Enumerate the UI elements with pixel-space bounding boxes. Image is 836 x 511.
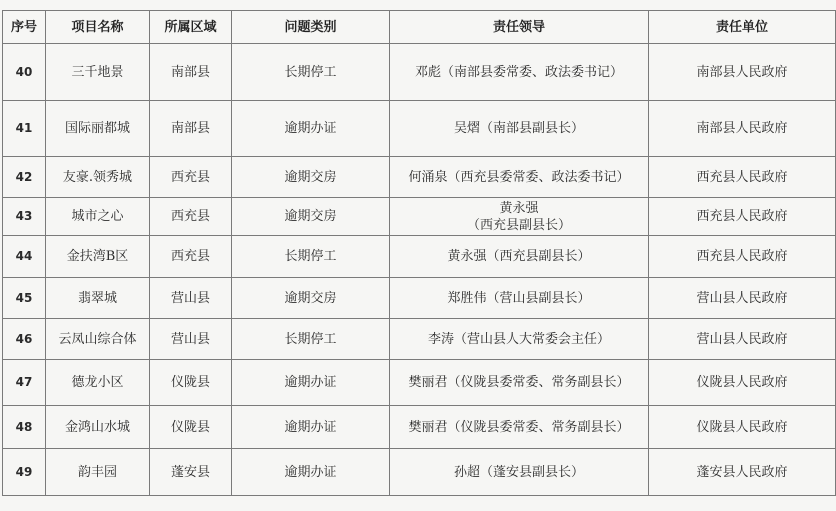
row-unit: 西充县人民政府 <box>649 198 836 236</box>
table-row <box>3 101 836 157</box>
row-project: 城市之心 <box>46 198 150 236</box>
row-leader-title: （西充县副县长） <box>466 217 571 233</box>
table-row <box>3 449 836 496</box>
row-no: 44 <box>3 236 46 278</box>
table-header-row <box>3 11 836 44</box>
row-area: 西充县 <box>150 236 232 278</box>
row-unit: 南部县人民政府 <box>649 101 836 157</box>
row-no: 41 <box>3 101 46 157</box>
row-unit: 营山县人民政府 <box>649 319 836 360</box>
row-area: 蓬安县 <box>150 449 232 496</box>
row-no: 46 <box>3 319 46 360</box>
row-project: 韵丰园 <box>46 449 150 496</box>
row-area: 西充县 <box>150 157 232 198</box>
row-project: 金鸿山水城 <box>46 406 150 449</box>
row-no: 40 <box>3 44 46 101</box>
row-no: 47 <box>3 360 46 406</box>
row-leader: 黄永强（西充县副县长） <box>390 236 649 278</box>
table-row <box>3 157 836 198</box>
row-area: 南部县 <box>150 101 232 157</box>
table-row <box>3 44 836 101</box>
row-category: 逾期办证 <box>232 449 390 496</box>
row-unit: 西充县人民政府 <box>649 236 836 278</box>
row-unit: 西充县人民政府 <box>649 157 836 198</box>
row-area: 仪陇县 <box>150 406 232 449</box>
row-leader: 孙超（蓬安县副县长） <box>390 449 649 496</box>
row-leader-name: 黄永强 <box>499 200 539 216</box>
row-project: 云凤山综合体 <box>46 319 150 360</box>
row-leader: 何涌泉（西充县委常委、政法委书记） <box>390 157 649 198</box>
row-leader: 吴熠（南部县副县长） <box>390 101 649 157</box>
row-area: 营山县 <box>150 278 232 319</box>
row-unit: 仪陇县人民政府 <box>649 406 836 449</box>
row-category: 逾期交房 <box>232 278 390 319</box>
header-unit: 责任单位 <box>649 11 836 44</box>
row-leader: 李涛（营山县人大常委会主任） <box>390 319 649 360</box>
row-unit: 仪陇县人民政府 <box>649 360 836 406</box>
row-project: 国际丽都城 <box>46 101 150 157</box>
row-project: 翡翠城 <box>46 278 150 319</box>
row-leader: 樊丽君（仪陇县委常委、常务副县长） <box>390 360 649 406</box>
row-unit: 蓬安县人民政府 <box>649 449 836 496</box>
row-unit: 南部县人民政府 <box>649 44 836 101</box>
row-category: 逾期办证 <box>232 101 390 157</box>
row-leader: 郑胜伟（营山县副县长） <box>390 278 649 319</box>
header-project: 项目名称 <box>46 11 150 44</box>
row-area: 西充县 <box>150 198 232 236</box>
row-no: 45 <box>3 278 46 319</box>
row-leader: 邓彪（南部县委常委、政法委书记） <box>390 44 649 101</box>
header-category: 问题类别 <box>232 11 390 44</box>
row-category: 长期停工 <box>232 44 390 101</box>
row-category: 长期停工 <box>232 236 390 278</box>
row-project: 德龙小区 <box>46 360 150 406</box>
row-area: 仪陇县 <box>150 360 232 406</box>
row-project: 友豪.领秀城 <box>46 157 150 198</box>
table-row <box>3 278 836 319</box>
responsibility-table <box>2 10 836 496</box>
row-no: 43 <box>3 198 46 236</box>
row-category: 长期停工 <box>232 319 390 360</box>
row-project: 三千地景 <box>46 44 150 101</box>
table-row <box>3 236 836 278</box>
row-no: 42 <box>3 157 46 198</box>
row-leader <box>390 198 649 236</box>
row-no: 49 <box>3 449 46 496</box>
row-category: 逾期交房 <box>232 157 390 198</box>
row-project: 金扶湾B区 <box>46 236 150 278</box>
table-row <box>3 360 836 406</box>
header-no: 序号 <box>3 11 46 44</box>
header-leader: 责任领导 <box>390 11 649 44</box>
row-no: 48 <box>3 406 46 449</box>
row-category: 逾期交房 <box>232 198 390 236</box>
row-category: 逾期办证 <box>232 406 390 449</box>
table-row <box>3 319 836 360</box>
row-leader: 樊丽君（仪陇县委常委、常务副县长） <box>390 406 649 449</box>
row-category: 逾期办证 <box>232 360 390 406</box>
row-area: 南部县 <box>150 44 232 101</box>
table-row <box>3 198 836 236</box>
header-area: 所属区域 <box>150 11 232 44</box>
table-row <box>3 406 836 449</box>
row-area: 营山县 <box>150 319 232 360</box>
row-unit: 营山县人民政府 <box>649 278 836 319</box>
